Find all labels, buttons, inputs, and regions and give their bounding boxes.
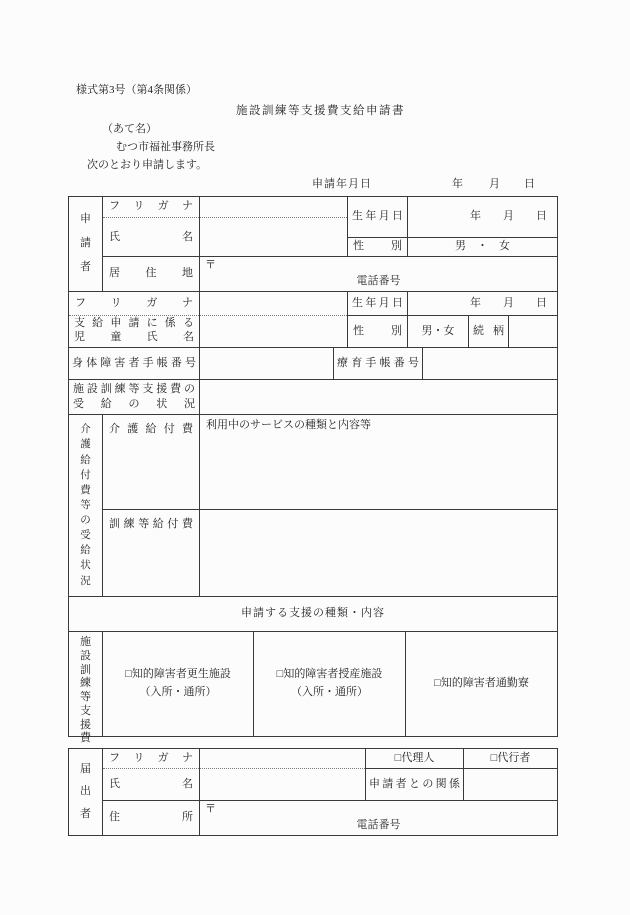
dotted-divider: [200, 217, 347, 218]
notifier-agent-checkbox[interactable]: [366, 749, 464, 769]
child-name-label-line1: 支 給 申 請 に 係 る: [74, 316, 194, 329]
postal-mark: 〒: [205, 803, 216, 815]
application-date-day: 日: [524, 178, 535, 190]
physical-handbook-label: 身 体 障 害 者 手 帳 番 号: [72, 356, 196, 369]
notifier-proxy-label: 代行者: [497, 751, 531, 764]
applicant-birthdate-value[interactable]: 年 月 日: [408, 197, 557, 238]
support-request-header: 申請する支援の種類・内容: [69, 597, 557, 632]
applicant-name-input[interactable]: [200, 197, 348, 257]
notifier-proxy-checkbox[interactable]: [464, 749, 557, 769]
notifier-address-label-cell: [103, 801, 200, 835]
applicant-address-label: 居 住 地: [109, 267, 193, 280]
training-benefit-label-cell: [103, 510, 200, 597]
support-option-tsukin[interactable]: [406, 632, 557, 736]
support-option-jusan[interactable]: [254, 632, 406, 736]
support-option-kousei[interactable]: [103, 632, 254, 736]
physical-handbook-input[interactable]: [200, 348, 334, 380]
applicant-name-label-cell: [103, 197, 200, 257]
applicant-sex-label: 性 別: [353, 240, 402, 253]
training-benefit-input[interactable]: [200, 510, 557, 597]
notifier-name-label-cell: [103, 749, 200, 801]
application-date-month: 月: [489, 178, 500, 190]
child-birthdate-value[interactable]: 年 月 日: [408, 292, 557, 316]
notifier-agent-label: 代理人: [401, 751, 435, 764]
applicant-sex-value[interactable]: 男 ・ 女: [408, 238, 557, 257]
addressee-label: （あて名）: [102, 123, 157, 135]
notifier-relation-label: 申 請 者 と の 関 係: [369, 777, 460, 790]
care-benefit-side-cell: [69, 415, 103, 597]
application-date-year: 年: [452, 178, 463, 190]
care-benefit-label: 介 護 給 付 費: [109, 423, 193, 436]
benefit-status-input[interactable]: [200, 380, 557, 415]
applicant-phone-label: 電話番号: [356, 275, 401, 288]
applicant-sex-label-cell: [348, 238, 408, 257]
dotted-divider: [200, 768, 365, 769]
care-benefit-note: 利用中のサービスの種類と内容等: [206, 419, 371, 431]
support-side-label: 施 設 訓 練 等 支 援 費: [80, 636, 91, 745]
benefit-status-label-cell: [69, 380, 200, 415]
benefit-status-label-line1: 施 設 訓 練 等 支 援 費 の: [73, 383, 195, 396]
notifier-address-label: 住 所: [109, 811, 193, 824]
checkbox-icon[interactable]: □: [125, 668, 132, 681]
page-title: 施設訓練等支援費支給申請書: [236, 105, 405, 117]
support-option-label: 知的障害者授産施設: [283, 668, 383, 681]
rehab-handbook-label: 療 育 手 帳 番 号: [337, 356, 419, 369]
care-benefit-label-cell: [103, 415, 200, 510]
applicant-address-label-cell: [103, 257, 200, 292]
checkbox-icon[interactable]: □: [434, 677, 441, 690]
declaration-text: 次のとおり申請します。: [87, 159, 208, 171]
child-name-label-cell: [69, 292, 200, 348]
child-furigana-label: フ リ ガ ナ: [75, 296, 193, 309]
notifier-address-input[interactable]: [200, 801, 557, 835]
rehab-handbook-input[interactable]: [423, 348, 557, 380]
applicant-birthdate-label: 生 年 月 日: [352, 210, 403, 223]
applicant-side-label: 申 請 者: [80, 213, 91, 274]
notifier-table: [68, 748, 558, 836]
child-birthdate-label-cell: [348, 292, 408, 316]
application-date-label: 申請年月日: [312, 178, 372, 190]
dotted-divider: [200, 315, 347, 316]
support-side-cell: [69, 632, 103, 745]
benefit-status-label-line2: 受 給 の 状 況: [73, 398, 195, 411]
child-relation-label-cell: [469, 316, 509, 348]
form-number: 様式第3号（第4条関係）: [76, 84, 197, 96]
notifier-name-label: 氏 名: [109, 778, 193, 791]
rehab-handbook-label-cell: [334, 348, 423, 380]
checkbox-icon[interactable]: □: [394, 751, 402, 764]
care-benefit-side-label: 介 護 給 付 費 等 の 受 給 状 況: [80, 424, 91, 587]
physical-handbook-label-cell: [69, 348, 200, 380]
checkbox-icon[interactable]: □: [276, 668, 284, 681]
support-option-label: 知的障害者通勤寮: [440, 677, 529, 690]
support-option-label: 知的障害者更生施設: [131, 668, 231, 681]
child-relation-input[interactable]: [509, 316, 557, 348]
child-name-input[interactable]: [200, 292, 348, 348]
child-sex-label: 性 別: [353, 324, 402, 337]
notifier-relation-input[interactable]: [464, 769, 557, 801]
child-name-label-line2: 児 童 氏 名: [74, 330, 194, 343]
applicant-side-cell: [69, 197, 103, 292]
notifier-relation-label-cell: [366, 769, 464, 801]
child-sex-value[interactable]: 男・女: [408, 316, 469, 348]
applicant-address-input[interactable]: [200, 257, 557, 292]
addressee-name: むつ市福祉事務所長: [116, 141, 215, 153]
notifier-furigana-label: フ リ ガ ナ: [109, 751, 193, 764]
postal-mark: 〒: [205, 259, 216, 271]
care-benefit-input[interactable]: [200, 415, 557, 510]
child-sex-label-cell: [348, 316, 408, 348]
notifier-phone-label: 電話番号: [356, 819, 401, 832]
support-option-sub: （入所・通所）: [139, 686, 217, 698]
child-birthdate-label: 生 年 月 日: [352, 296, 403, 309]
main-table: [68, 196, 558, 745]
applicant-birthdate-label-cell: [348, 197, 408, 238]
child-relation-label: 続 柄: [473, 324, 504, 337]
notifier-side-cell: [69, 749, 103, 835]
applicant-furigana-label: フ リ ガ ナ: [109, 200, 193, 213]
notifier-side-label: 届 出 者: [80, 762, 91, 820]
checkbox-icon[interactable]: □: [490, 751, 498, 764]
notifier-name-input[interactable]: [200, 749, 366, 801]
applicant-name-label: 氏 名: [109, 230, 193, 243]
support-option-sub: （入所・通所）: [291, 686, 368, 698]
training-benefit-label: 訓 練 等 給 付 費: [109, 518, 193, 531]
